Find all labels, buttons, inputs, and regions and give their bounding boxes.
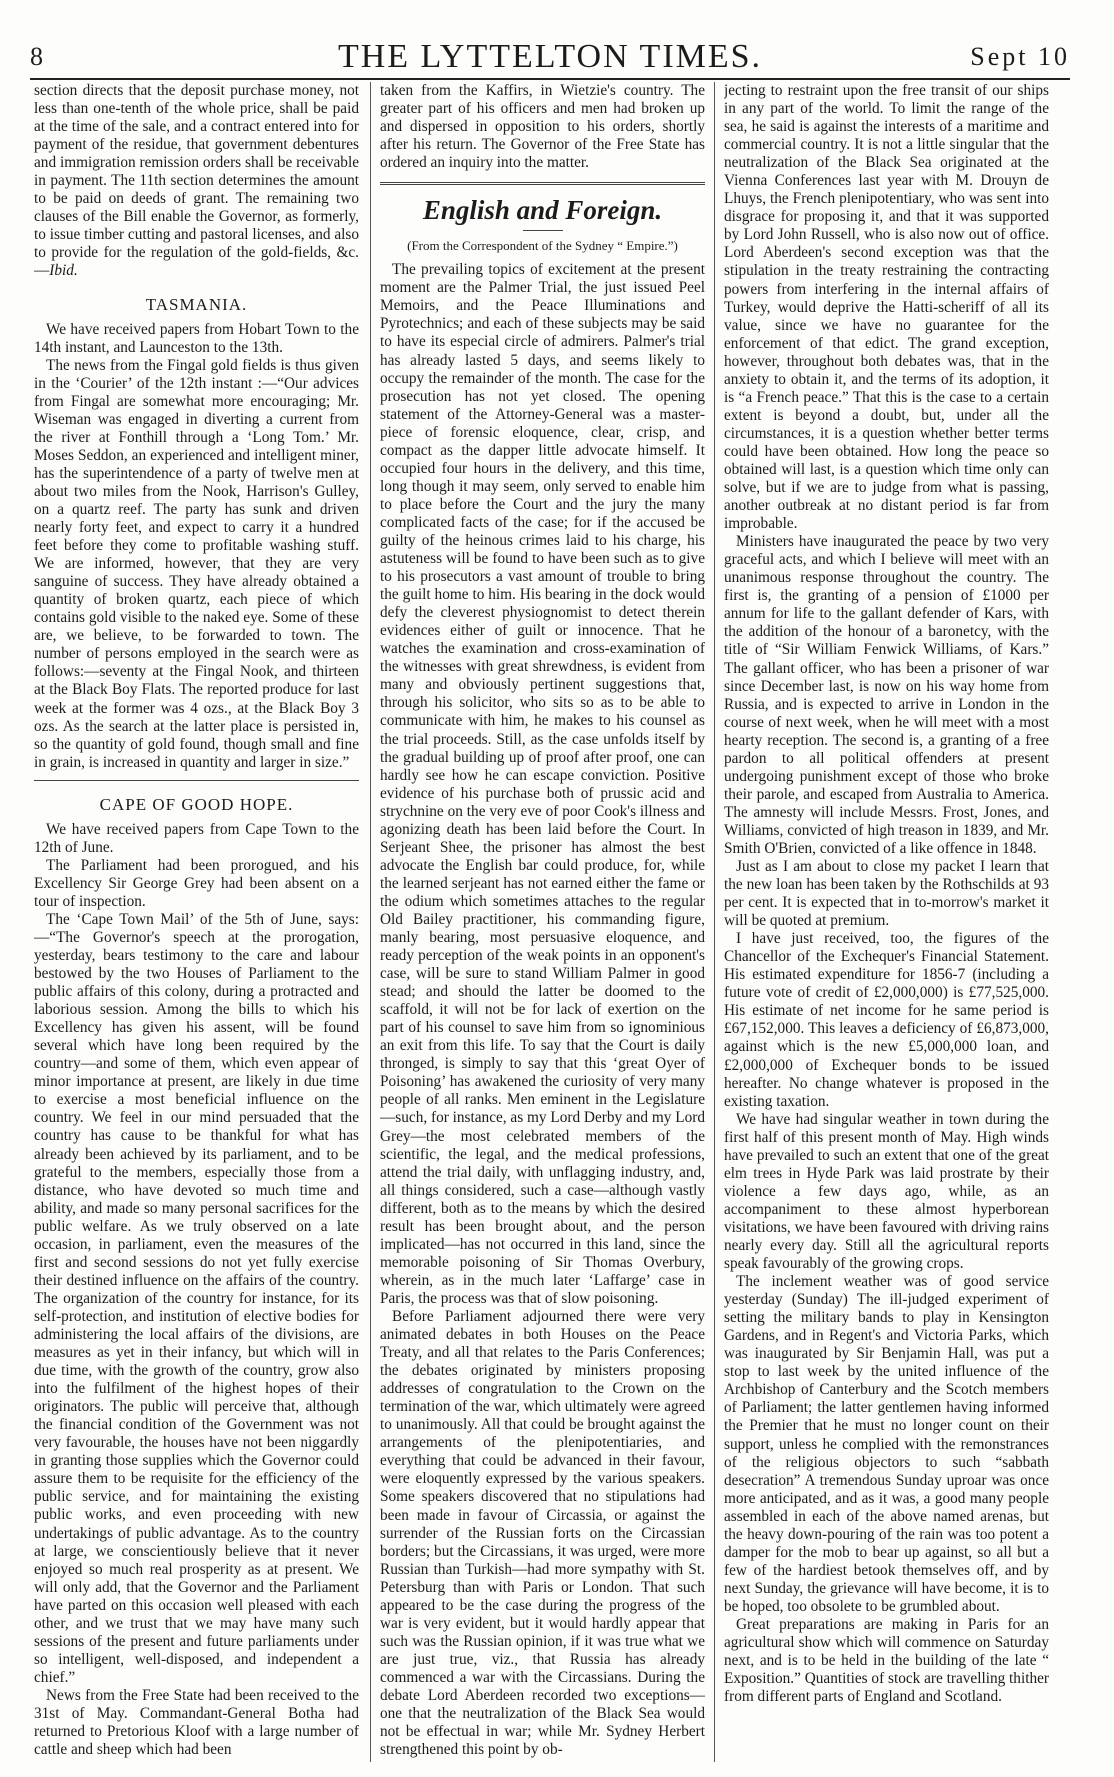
column-divider (714, 82, 715, 1762)
column-3 (724, 82, 1049, 1767)
article-paragraph: News from the Free State had been received to the 31st of May. Commandant-General Botha had returned to Pretorious Kloof with a large number of cattle and sheep which had been (34, 1686, 359, 1759)
column-divider (370, 82, 371, 1762)
article-paragraph: The prevailing topics of excitement at the present moment are the Palmer Trial, the just issued Peel Memoirs, and the Peace Illuminations and Pyrotechnics; and each of these subjects may be said to have its especial circle of admirers. Palmer's trial has already lasted 5 days, and seems likely to occupy the remainder of the month. The case for the prosecution has not yet closed. The opening statement of the Attorney-General was a master-piece of forensic eloquence, clear, crisp, and compact as the dapper little advocate himself. It occupied four hours in the delivery, and this time, long though it may seem, only served to enable him to place before the Court and the jury the many complicated facts of the case; for if the accused be guilty of the heinous crimes laid to his charge, his astuteness will be found to have been such as to give to his prosecutors a vast amount of trouble to bring the guilt home to him. His bearing in the dock would defy the cleverest physiognomist to detect therein evidences either of guilt or innocence. That he watches the examination and cross-examination of the witnesses with great shrewdness, is evident from many and obviously pertinent suggestions that, through his solicitor, who sits so as to be able to communicate with him, he makes to his counsel as the trial proceeds. Still, as the case unfolds itself by the gradual building up of proof after proof, one can hardly see how he can escape conviction. Positive evidence of his purchase both of prussic acid and strychnine on the very eve of poor Cook's illness and agonizing death has been laid before the Court. In Serjeant Shee, the prisoner has almost the best advocate the English bar could produce, for, while the learned serjeant has not earned either the fame or the odium which sometimes attaches to the regular Old Bailey practitioner, his commanding figure, manly bearing, most persuasive eloquence, and ready perception of the weak points in an opponent's case, will be sure to stand William Palmer in good stead; and should the latter be doomed to the scaffold, it will not be for lack of exertion on the part of his counsel to save him from so ignominious an exit from this life. To say that the Court is daily thronged, is simply to say that this ‘great Oyer of Poisoning’ has awakened the curiosity of very many people of all ranks. Men eminent in the Legislature—such, for instance, as my Lord Derby and my Lord Grey—the most celebrated members of the scientific, the legal, and the medical professions, attend the trial daily, with unflagging industry, and, all things considered, such a case—although vastly different, both as to the means by which the desired result has been brought about, and the person implicated—has not occurred in this land, since the memorable poisoning of Sir Thomas Overbury, wherein, as in the much later ‘Laffarge’ case in Paris, the process was that of slow poisoning. (380, 261, 705, 1307)
section-rule (380, 182, 705, 185)
section-heading-english-and-foreign: English and Foreign. (422, 195, 663, 226)
article-paragraph: Great preparations are making in Paris for an agricultural show which will commence on Saturday next, and is to be held in the building of the late “ Exposition.” Quantities of stock are travelling thither from different parts of England and Scotland. (724, 1615, 1049, 1706)
section-heading-cape-of-good-hope: CAPE OF GOOD HOPE. (99, 794, 294, 814)
article-paragraph: Ministers have inaugurated the peace by two very graceful acts, and which I believe will meet with an unanimous response throughout the country. The first is, the granting of a pension of £1000 per annum for life to the gallant defender of Kars, with the addition of the honour of a baronetcy, with the title of “Sir William Fenwick Williams, of Kars.” The gallant officer, who has been a prisoner of war since December last, is now on his way home from Russia, and is expected to arrive in London in the course of next week, when he will meet with a most hearty reception. The second is, a granting of a free pardon to all political offenders at present undergoing punishment except of those who broke their parole, and escaped from Australia to America. The amnesty will include Messrs. Frost, Jones, and Williams, convicted of high treason in 1839, and Mr. Smith O'Brien, convicted of a like offence in 1848. (724, 533, 1049, 857)
masthead-rule (30, 78, 1070, 80)
masthead (30, 38, 1070, 78)
section-rule (34, 780, 359, 781)
correspondent-note: (From the Correspondent of the Sydney “ Empire.”) (407, 238, 678, 254)
article-paragraph: jecting to restraint upon the free transit of our ships in any part of the world. To limit the range of the sea, he said is against the interests of a maritime and commercial country. It is not a little singular that the neutralization of the Black Sea originated at the Vienna Conferences last year with M. Drouyn de Lhuys, the French plenipotentiary, who was sent into disgrace for proposing it, and that it was supported by Lord John Russell, who is also now out of office. Lord Aberdeen's second exception was that the stipulation in the treaty restraining the contracting powers from interfering in the internal affairs of Turkey, would deprive the Hatti-scheriff of all its value, since we have no guarantee for the enforcement of that edict. The grand exception, however, throughout both debates was, that in the anxiety to obtain it, and the terms of its adoption, it is “a French peace.” That this is the case to a certain extent is beyond a doubt, but, under all the circumstances, it is a question whether better terms could have been obtained. How long the peace so obtained will last, is a question which time only can solve, but if we are to judge from what is passing, another outbreak at no distant period is far from improbable. (724, 82, 1049, 533)
article-paragraph: The inclement weather was of good service yesterday (Sunday) The ill-judged experiment of setting the military bands to play in Kensington Gardens, and in Regent's and Victoria Parks, which was inaugurated by Sir Benjamin Hall, was put a stop to last week by the united influence of the Archbishop of Canterbury and the Scotch members of Parliament; the latter gentlemen having informed the Premier that he must no longer count on their support, unless he complied with the remonstrances of the religious objectors to such “sabbath desecration” A tremendous Sunday uproar was once more anticipated, and as it was, a good many people assembled in each of the above named arenas, but the heavy down-pouring of the rain was too potent a damper for the mob to bear up against, so all but a few of the hardiest betook themselves off, and by next Sunday, the grievance will have become, it is to be hoped, too obsolete to be grumbled about. (724, 1273, 1049, 1615)
article-paragraph: I have just received, too, the figures of the Chancellor of the Exchequer's Financial Statement. His estimated expenditure for 1856-7 (including a future vote of credit of £2,000,000) is £77,525,000. His estimate of net income for he same period is £67,152,000. This leaves a deficiency of £6,873,000, against which is the new £5,000,000 loan, and £2,000,000 of Exchequer bonds to be issued hereafter. No change whatever is proposed in the existing taxation. (724, 930, 1049, 1110)
article-paragraph: The news from the Fingal gold fields is thus given in the ‘Courier’ of the 12th instant :—“Our advices from Fingal are somewhat more encouraging; Mr. Wiseman was engaged in diverting a current from the river at Fonthill through a ‘Long Tom.’ Mr. Moses Seddon, an experienced and intelligent miner, has the superintendence of a party of twelve men at about two miles from the Nook, Harrison's Gulley, on a quartz reef. The party has sunk and driven nearly forty feet, and expect to carry it a hundred feet before they come to profitable washing stuff. We are informed, however, that they are very sanguine of success. They have already obtained a quantity of broken quartz, each piece of which contains gold visible to the naked eye. Some of these are, we believe, to be forwarded to town. The number of persons employed in the search were as follows:—seventy at the Fingal Nook, and thirteen at the Black Boy Flats. The reported produce for last week at the former was 4 ozs., at the Black Boy 3 ozs. As the search at the latter place is persisted in, so the quantity of gold found, though small and fine in grain, is increased in quantity and larger in size.” (34, 356, 359, 771)
newspaper-title: THE LYTTELTON TIMES. (337, 38, 763, 75)
article-paragraph: The Parliament had been prorogued, and his Excellency Sir George Grey had been absent on a tour of inspection. (34, 856, 359, 910)
issue-date: Sept 10 (970, 42, 1070, 71)
article-paragraph: We have received papers from Hobart Town to the 14th instant, and Launceston to the 13th. (34, 320, 359, 356)
source-citation: Ibid. (49, 262, 78, 280)
article-paragraph: We have received papers from Cape Town to the 12th of June. (34, 820, 359, 856)
article-paragraph: The ‘Cape Town Mail’ of the 5th of June, says:—“The Governor's speech at the prorogation, yesterday, bears testimony to the care and labour bestowed by the two Houses of Parliament to the public affairs of this colony, during a protracted and laborious session. Among the bills to which his Excellency has given his assent, will be found several which have long been required by the country—and some of them, which even appear of minor importance at present, are likely in due time to exercise a most beneficial influence on the country. We feel in our mind persuaded that the country has cause to be thankful for what has already been achieved by its parliament, and to be grateful to the members, especially those from a distance, who have devoted so much time and ability, and made so many personal sacrifices for the public welfare. As we truly observed on a late occasion, in parliament, even the measures of the first and second sessions do not yet fully exercise their destined influence on the affairs of the country. The organization of the country for instance, for its self-protection, and institution of elective bodies for administering the local affairs of the divisions, are measures as yet in their infancy, but which will in due time, with the growth of the country, grow also into the fulfilment of the highest hopes of their originators. The public will perceive that, although the financial condition of the Government was not very favourable, the houses have not been niggardly in granting those supplies which the Governor could assure them to be requisite for the efficiency of the public service, and for maintaining the existing public works, and even proceeding with new undertakings of public advantage. As to the country at large, we conscientiously believe that it never enjoyed so much real prosperity as at present. We will only add, that the Governor and the Parliament have parted on this occasion well pleased with each other, and we trust that we may have many such sessions of the present and future parliaments under so intelligent, well-disposed, and independent a chief.” (34, 910, 359, 1686)
column-2 (380, 82, 705, 1767)
article-paragraph: We have had singular weather in town during the first half of this present month of May. High winds have prevailed to such an extent that one of the great elm trees in Hyde Park was laid prostrate by their violence a few days ago, while, as an accompaniment to these almost hyperborean visitations, we have been favoured with driving rains nearly every day. Still all the agricultural reports speak favourably of the growing crops. (724, 1110, 1049, 1273)
article-paragraph: taken from the Kaffirs, in Wietzie's country. The greater part of his officers and men had broken up and dispersed in opposition to his orders, shortly after his return. The Governor of the Free State has ordered an inquiry into the matter. (380, 82, 705, 172)
article-paragraph (34, 82, 359, 281)
page-number: 8 (30, 42, 43, 71)
article-paragraph: Just as I am about to close my packet I learn that the new loan has been taken by the Rothschilds at 93 per cent. It is expected that in to-morrow's market it will be quoted at premium. (724, 858, 1049, 930)
heading-rule (523, 230, 563, 231)
section-heading-tasmania: TASMANIA. (145, 294, 248, 314)
article-paragraph: Before Parliament adjourned there were very animated debates in both Houses on the Peace Treaty, and all that relates to the Paris Conferences; the debates originated by ministers proposing addresses of congratulation to the Crown on the termination of the war, which ultimately were agreed to unanimously. All that could be brought against the arrangements of the plenipotentiaries, and everything that could be advanced in their favour, were eloquently expressed by the various speakers. Some speakers discovered that no stipulations had been made in favour of Circassia, or against the surrender of the Russian forts on the Circassian borders; but the Circassians, it was urged, were more Russian than Turkish—had more sympathy with St. Petersburg than with Paris or London. That such appeared to be the case during the progress of the war is very evident, but it would hardly appear that such was the Russian opinion, if it was true what we are just true, viz., that Russia has already commenced a war with the Circassians. During the debate Lord Aberdeen recorded two exceptions—one that the neutralization of the Black Sea would not be effectual in war; while Mr. Sydney Herbert strengthened this point by ob- (380, 1308, 705, 1759)
paragraph-text: section directs that the deposit purchase money, not less than one-tenth of the whole price, shall be paid at the time of the sale, and a contract entered into for payment of the residue, that government debentures and immigration remission orders shall be receivable in payment. The 11th section determines the amount to be paid on deeds of grant. The remaining two clauses of the Bill enable the Governor, as formerly, to issue timber cutting and pastoral licenses, and also to provide for the regulation of the gold-fields, &c.— (34, 82, 359, 280)
column-1 (34, 82, 359, 1767)
